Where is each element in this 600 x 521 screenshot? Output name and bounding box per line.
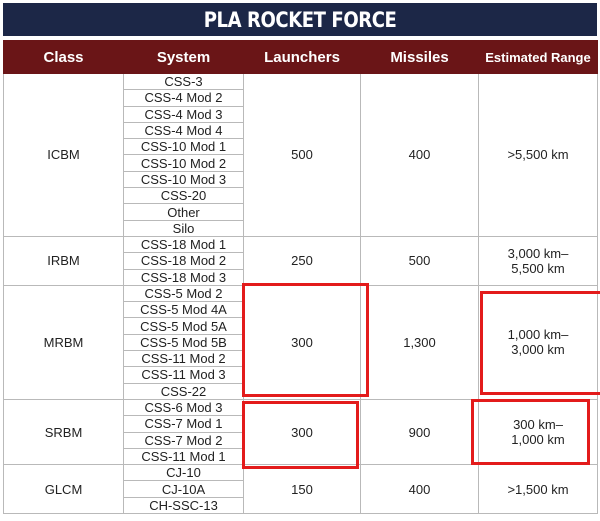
system-cell: CSS-3 (124, 74, 244, 90)
system-cell: CSS-11 Mod 3 (124, 367, 244, 383)
range-cell (479, 236, 598, 285)
system-cell: CJ-10A (124, 481, 244, 497)
range-line: 5,500 km (511, 260, 565, 276)
system-cell: CSS-4 Mod 4 (124, 122, 244, 138)
header-launchers: Launchers (244, 41, 361, 74)
table-row (4, 399, 598, 415)
system-cell: CSS-7 Mod 1 (124, 416, 244, 432)
range-line: 1,000 km (511, 432, 565, 448)
system-cell: CSS-18 Mod 2 (124, 253, 244, 269)
range-line: 3,000 km– (507, 245, 569, 261)
range-line: >5,500 km (507, 147, 569, 163)
range-cell (479, 74, 598, 237)
system-cell: CSS-7 Mod 2 (124, 432, 244, 448)
header-class: Class (4, 41, 124, 74)
system-cell: Silo (124, 220, 244, 236)
header-missiles: Missiles (361, 41, 479, 74)
system-cell: CSS-4 Mod 3 (124, 106, 244, 122)
launchers-cell: 500 (244, 74, 361, 237)
range-line: 1,000 km– (507, 327, 569, 343)
table-row (4, 236, 598, 252)
range-cell (479, 285, 598, 399)
system-cell: CSS-11 Mod 2 (124, 351, 244, 367)
range-line: 300 km– (513, 417, 563, 433)
system-cell: CSS-18 Mod 1 (124, 236, 244, 252)
table-row (4, 465, 598, 481)
launchers-cell: 250 (244, 236, 361, 285)
header-estimated-range: Estimated Range (479, 41, 598, 74)
class-cell: SRBM (4, 399, 124, 464)
system-cell: Other (124, 204, 244, 220)
system-cell: CH-SSC-13 (124, 497, 244, 513)
missiles-cell: 400 (361, 74, 479, 237)
header-row (4, 41, 598, 74)
table-row (4, 285, 598, 301)
missiles-cell: 500 (361, 236, 479, 285)
missiles-cell: 400 (361, 465, 479, 514)
system-cell: CSS-10 Mod 3 (124, 171, 244, 187)
table-title: PLA ROCKET FORCE (3, 3, 597, 36)
system-cell: CSS-6 Mod 3 (124, 399, 244, 415)
class-cell: ICBM (4, 74, 124, 237)
system-cell: CSS-18 Mod 3 (124, 269, 244, 285)
missiles-cell: 1,300 (361, 285, 479, 399)
header-system: System (124, 41, 244, 74)
system-cell: CSS-10 Mod 1 (124, 139, 244, 155)
class-cell: GLCM (4, 465, 124, 514)
rocket-force-table (3, 40, 598, 514)
class-cell: MRBM (4, 285, 124, 399)
system-cell: CSS-20 (124, 188, 244, 204)
launchers-cell: 150 (244, 465, 361, 514)
system-cell: CSS-5 Mod 4A (124, 302, 244, 318)
system-cell: CSS-5 Mod 5A (124, 318, 244, 334)
system-cell: CSS-22 (124, 383, 244, 399)
range-line: >1,500 km (507, 481, 569, 497)
system-cell: CSS-10 Mod 2 (124, 155, 244, 171)
system-cell: CJ-10 (124, 465, 244, 481)
system-cell: CSS-4 Mod 2 (124, 90, 244, 106)
class-cell: IRBM (4, 236, 124, 285)
launchers-cell: 300 (244, 285, 361, 399)
range-line: 3,000 km (511, 342, 565, 358)
range-cell (479, 465, 598, 514)
range-cell (479, 399, 598, 464)
system-cell: CSS-5 Mod 2 (124, 285, 244, 301)
table-row (4, 74, 598, 90)
launchers-cell: 300 (244, 399, 361, 464)
system-cell: CSS-5 Mod 5B (124, 334, 244, 350)
system-cell: CSS-11 Mod 1 (124, 448, 244, 464)
missiles-cell: 900 (361, 399, 479, 464)
